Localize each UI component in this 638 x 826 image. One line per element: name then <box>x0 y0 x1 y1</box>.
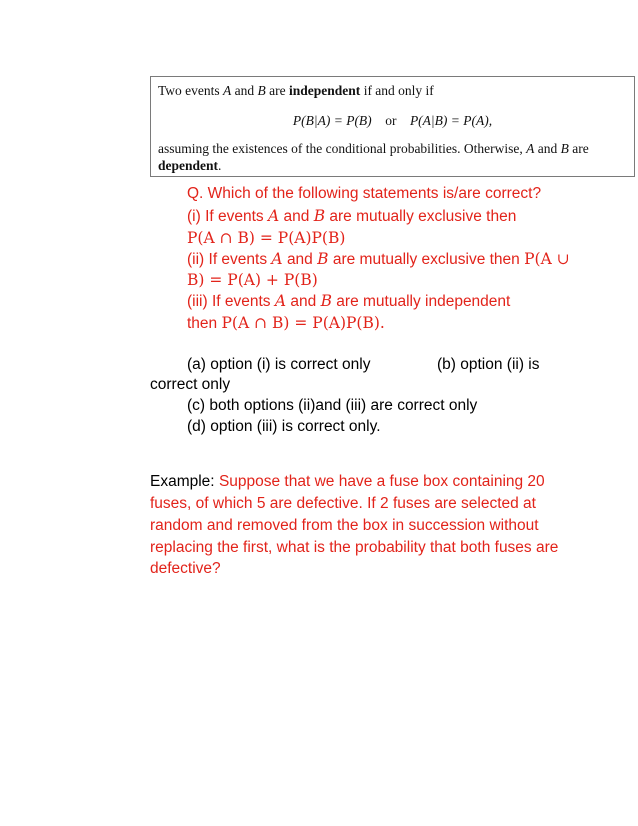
def-text: if and only if <box>363 83 434 98</box>
equation-or: or <box>385 113 397 128</box>
var-b: B <box>320 292 332 310</box>
example-line-3: random and removed from the box in succession without <box>150 517 539 534</box>
var-a: A <box>526 141 535 156</box>
term-dependent: dependent <box>158 158 219 173</box>
stmt-text: are mutually exclusive then <box>332 251 520 268</box>
stmt-text: are mutually independent <box>336 293 511 310</box>
var-a: A <box>271 250 283 268</box>
definition-line-1 <box>158 83 434 99</box>
statement-i <box>187 206 516 227</box>
statement-ii <box>187 249 570 270</box>
option-d: (d) option (iii) is correct only. <box>187 418 381 435</box>
example-line-2: fuses, of which 5 are defective. If 2 fuses are selected at <box>150 495 536 512</box>
example-line-4: replacing the first, what is the probability that both fuses are <box>150 539 559 556</box>
equation-left: P(B|A) = P(B) <box>292 113 372 128</box>
def-text: assuming the existences of the conditional probabilities. Otherwise, <box>158 141 523 156</box>
option-a: (a) option (i) is correct only <box>187 356 371 373</box>
def-text: Two events <box>158 83 220 98</box>
stmt-text: (i) If events <box>187 208 264 225</box>
var-a: A <box>274 292 287 310</box>
independence-definition-box <box>150 76 635 177</box>
stmt-text: and <box>286 251 313 268</box>
period: . <box>218 158 222 173</box>
equation-right: P(A|B) = P(A), <box>409 113 493 128</box>
var-b: B <box>313 207 326 225</box>
var-b: B <box>257 83 266 98</box>
stmt-text: (ii) If events <box>187 251 268 268</box>
example-label: Example: <box>150 473 215 490</box>
statement-iii-equation <box>187 313 385 334</box>
var-b: B <box>560 141 569 156</box>
example-text: Suppose that we have a fuse box containing 20 <box>218 473 545 490</box>
statement-iii <box>187 291 510 312</box>
def-text: and <box>537 141 558 156</box>
var-a: A <box>267 207 280 225</box>
statement-ii-equation: B) = P(A) + P(B) <box>187 271 318 289</box>
def-text: are <box>572 141 589 156</box>
stmt-text: and <box>283 208 310 225</box>
stmt-text: and <box>290 293 317 310</box>
example-line-1 <box>150 472 545 492</box>
stmt-text: (iii) If events <box>187 293 271 310</box>
var-a: A <box>223 83 232 98</box>
option-b: (b) option (ii) is <box>437 356 540 373</box>
def-text: and <box>234 83 255 98</box>
example-line-5: defective? <box>150 560 221 577</box>
option-c: (c) both options (ii)and (iii) are correct only <box>187 397 478 414</box>
term-independent: independent <box>289 83 361 98</box>
def-text: are <box>269 83 286 98</box>
stmt-text: are mutually exclusive then <box>329 208 517 225</box>
definition-line-4 <box>158 158 221 174</box>
question-heading: Q. Which of the following statements is/are correct? <box>187 185 542 202</box>
statement-i-equation: P(A ∩ B) = P(A)P(B) <box>187 229 346 247</box>
stmt-text: then <box>187 315 218 332</box>
option-b-continued: correct only <box>150 376 231 393</box>
definition-equation <box>151 113 634 129</box>
stmt-equation-part: P(A ∪ <box>524 250 570 268</box>
var-b: B <box>317 250 329 268</box>
stmt-equation: P(A ∩ B) = P(A)P(B). <box>221 314 385 332</box>
definition-line-3 <box>158 141 589 157</box>
